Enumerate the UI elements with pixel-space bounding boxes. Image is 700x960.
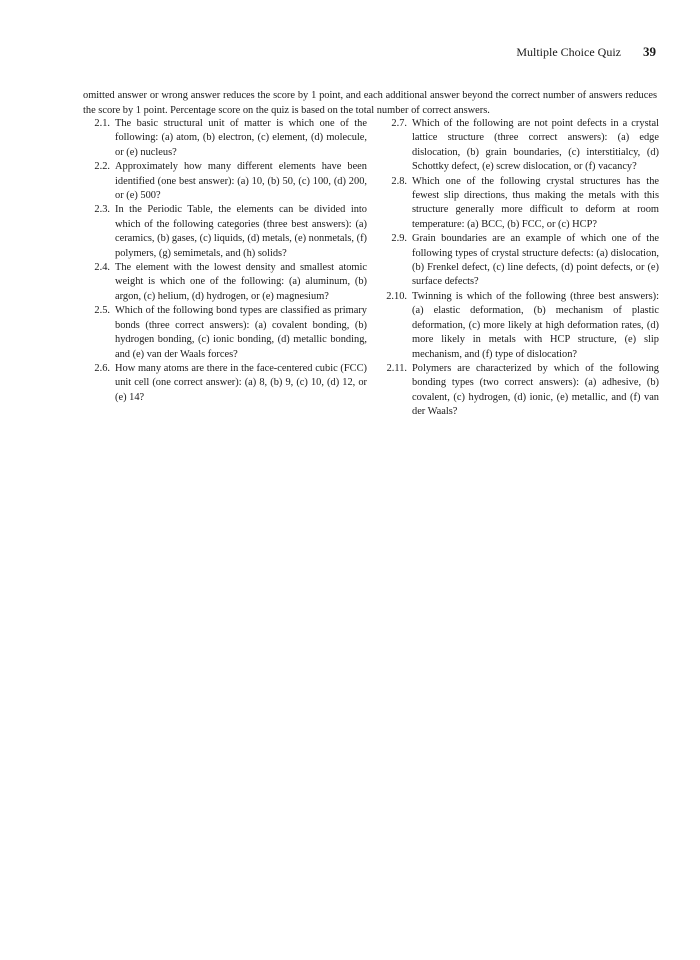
question-text: Which of the following bond types are classified as primary bonds (three correct answers): (a) covalent bonding, (b) hydrogen bonding, (c) ionic bonding, (d) metallic bonding, and (e) van der Waals forces?	[115, 305, 367, 360]
question-number: 2.5.	[94, 305, 110, 317]
question-number: 2.6.	[94, 362, 110, 374]
intro-paragraph: omitted answer or wrong answer reduces the score by 1 point, and each additional answer beyond the correct number of answers reduces the score by 1 point. Percentage score on the quiz is based on the total number of correct answers.	[83, 90, 657, 116]
question-item	[85, 203, 367, 261]
question-text: Approximately how many different elements have been identified (one best answer): (a) 10, (b) 50, (c) 100, (d) 200, or (e) 500?	[115, 161, 367, 202]
question-item	[382, 290, 659, 362]
question-number: 2.4.	[94, 262, 110, 274]
question-column-right	[382, 117, 659, 420]
question-number: 2.9.	[391, 233, 407, 245]
question-number: 2.3.	[94, 204, 110, 216]
question-column-left	[85, 117, 367, 405]
question-text: Which one of the following crystal structures has the fewest slip directions, thus making the metals with this structure generally more difficult to deform at room temperature: (a) BCC, (b) FCC, or (c) HCP?	[412, 175, 659, 230]
question-number: 2.10.	[386, 290, 407, 302]
question-item	[85, 304, 367, 362]
question-item	[382, 362, 659, 420]
question-number: 2.2.	[94, 161, 110, 173]
page-number: 39	[643, 44, 656, 59]
question-text: The basic structural unit of matter is which one of the following: (a) atom, (b) electron, (c) element, (d) molecule, or (e) nucleus?	[115, 118, 367, 158]
question-text: How many atoms are there in the face-centered cubic (FCC) unit cell (one correct answer): (a) 8, (b) 9, (c) 10, (d) 12, or (e) 14?	[115, 362, 367, 403]
question-text: The element with the lowest density and smallest atomic weight is which one of the following: (a) aluminum, (b) argon, (c) helium, (d) hydrogen, or (e) magnesium?	[115, 262, 367, 302]
question-number: 2.7.	[391, 118, 407, 129]
question-item	[85, 261, 367, 304]
question-text: Grain boundaries are an example of which one of the following types of crystal structure defects: (a) dislocation, (b) Frenkel defect, (c) line defects, (d) point defects, or (e) surface defects?	[412, 233, 659, 288]
question-text: Polymers are characterized by which of the following bonding types (two correct answers): (a) adhesive, (b) covalent, (c) hydrogen, (d) ionic, (e) metallic, and (f) van der Waals?	[412, 362, 659, 418]
question-item	[85, 117, 367, 160]
running-header-title: Multiple Choice Quiz	[516, 45, 621, 59]
question-number: 2.11.	[386, 362, 407, 374]
question-item	[85, 362, 367, 405]
question-item	[382, 175, 659, 233]
question-text: Which of the following are not point defects in a crystal lattice structure (three correct answers): (a) edge dislocation, (b) grain boundaries, (c) interstitialcy, (d) Schottky defect, (e) screw dislocation, or (f) vacancy?	[412, 118, 659, 173]
question-number: 2.1.	[94, 118, 110, 129]
question-number: 2.8.	[391, 175, 407, 187]
question-item	[382, 232, 659, 290]
question-item	[382, 117, 659, 175]
question-text: Twinning is which of the following (three best answers): (a) elastic deformation, (b) mechanism of plastic deformation, (c) more likely at high deformation rates, (d) more likely in metals with HCP structure, (e) slip mechanism, and (f) type of dislocation?	[412, 290, 659, 360]
question-item	[85, 160, 367, 203]
question-text: In the Periodic Table, the elements can be divided into which of the following categories (three best answers): (a) ceramics, (b) gases, (c) liquids, (d) metals, (e) nonmetals, (f) polymers, (g) semimetals, and (h) solids?	[115, 204, 367, 259]
running-header	[516, 44, 656, 60]
